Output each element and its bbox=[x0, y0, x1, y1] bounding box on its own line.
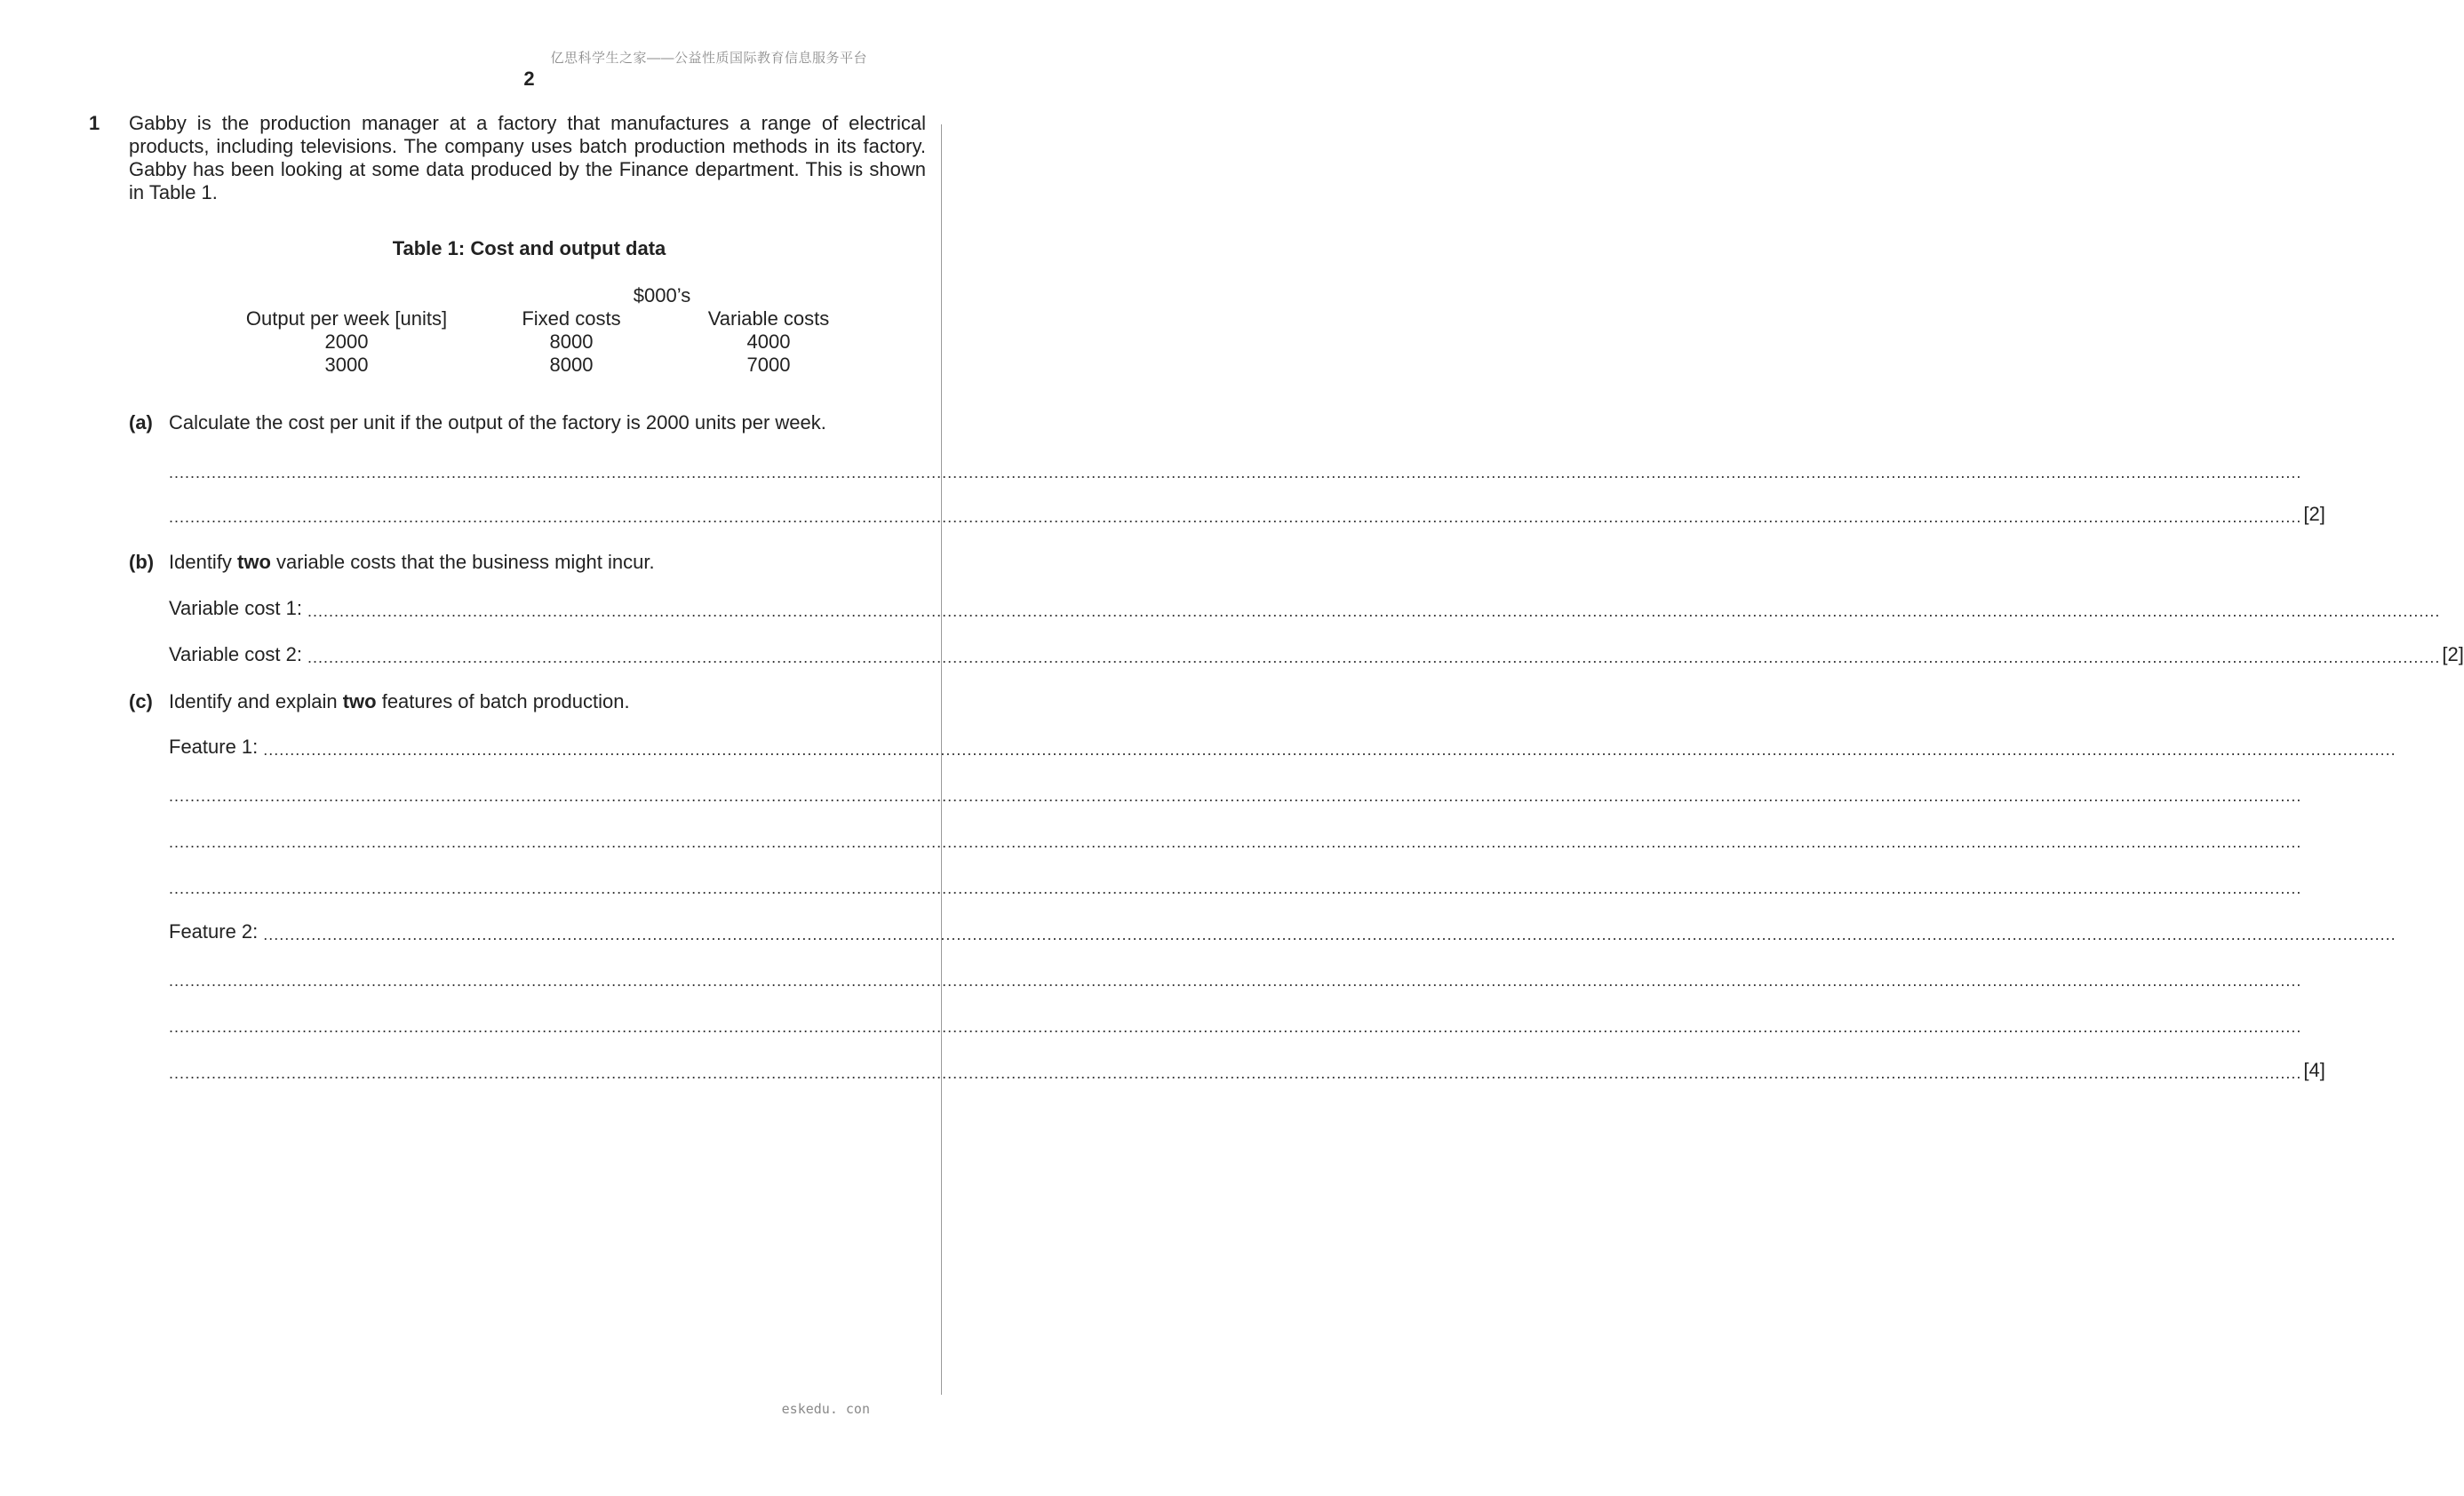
dot-leader: ................................................................................................................................................................................................................................................................................................................................................................................................................ bbox=[169, 879, 2302, 897]
dot-leader: ................................................................................................................................................................................................................................................................................................................................................................................................................ bbox=[169, 972, 2302, 990]
dot-leader: ................................................................................................................................................................................................................................................................................................................................................................................................................ bbox=[263, 926, 2396, 943]
question-number: 1 bbox=[89, 112, 100, 134]
dot-leader: ................................................................................................................................................................................................................................................................................................................................................................................................................ bbox=[307, 649, 2441, 666]
variable-cost-1-label: Variable cost 1: bbox=[169, 597, 303, 619]
part-b-label: (b) bbox=[129, 551, 155, 573]
part-b-text bbox=[169, 551, 655, 574]
answer-line[interactable] bbox=[169, 782, 2302, 805]
part-c-text bbox=[169, 690, 630, 713]
marks-label: [4] bbox=[2303, 1059, 2325, 1081]
table-cell: 7000 bbox=[746, 354, 791, 376]
answer-line[interactable] bbox=[169, 503, 2325, 526]
table-header-variable: Variable costs bbox=[707, 307, 830, 330]
answer-line[interactable] bbox=[169, 1059, 2325, 1082]
part-c-text-bold: two bbox=[342, 690, 377, 712]
table-title: Table 1: Cost and output data bbox=[392, 237, 666, 259]
table-cell: 2000 bbox=[324, 330, 369, 353]
answer-line[interactable] bbox=[169, 920, 2396, 943]
question-stem: Gabby is the production manager at a factory that manufactures a range of electrical products, including televisions. The company uses batch production methods in its factory. Gabby has been looking at some data produced by the Finance department. This is shown in Table 1. bbox=[129, 112, 926, 203]
marks-label: [2] bbox=[2303, 503, 2325, 525]
part-b-text-before: Identify bbox=[169, 551, 238, 573]
table-cell: 8000 bbox=[549, 354, 594, 376]
part-b-text-bold: two bbox=[237, 551, 271, 573]
variable-cost-2-label: Variable cost 2: bbox=[169, 643, 303, 665]
answer-line[interactable] bbox=[169, 828, 2302, 851]
answer-line[interactable] bbox=[169, 967, 2302, 990]
answer-line[interactable] bbox=[169, 1013, 2302, 1036]
part-a-text: Calculate the cost per unit if the output of the factory is 2000 units per week. bbox=[169, 411, 826, 434]
answer-line[interactable] bbox=[169, 736, 2396, 759]
dot-leader: ................................................................................................................................................................................................................................................................................................................................................................................................................ bbox=[169, 787, 2302, 805]
dot-leader: ................................................................................................................................................................................................................................................................................................................................................................................................................ bbox=[169, 1064, 2302, 1082]
part-c-text-after: features of batch production. bbox=[376, 690, 630, 712]
answer-line[interactable] bbox=[169, 458, 2302, 481]
dot-leader: ................................................................................................................................................................................................................................................................................................................................................................................................................ bbox=[169, 1018, 2302, 1036]
dot-leader: ................................................................................................................................................................................................................................................................................................................................................................................................................ bbox=[263, 741, 2396, 759]
marks-label: [2] bbox=[2442, 643, 2464, 665]
margin-line bbox=[941, 124, 942, 1395]
page-number: 2 bbox=[523, 68, 535, 90]
dot-leader: ................................................................................................................................................................................................................................................................................................................................................................................................................ bbox=[169, 464, 2302, 481]
part-c-label: (c) bbox=[129, 690, 153, 712]
answer-line[interactable] bbox=[169, 874, 2302, 897]
answer-line[interactable] bbox=[169, 597, 2441, 620]
feature-2-label: Feature 2: bbox=[169, 920, 259, 943]
table-cell: 8000 bbox=[549, 330, 594, 353]
dot-leader: ................................................................................................................................................................................................................................................................................................................................................................................................................ bbox=[307, 602, 2441, 620]
table-header-output: Output per week [units] bbox=[245, 307, 448, 330]
part-c-text-before: Identify and explain bbox=[169, 690, 343, 712]
dot-leader: ................................................................................................................................................................................................................................................................................................................................................................................................................ bbox=[169, 508, 2302, 526]
part-a-label: (a) bbox=[129, 411, 153, 434]
answer-line[interactable] bbox=[169, 643, 2464, 666]
dot-leader: ................................................................................................................................................................................................................................................................................................................................................................................................................ bbox=[169, 833, 2302, 851]
table-cell: 4000 bbox=[746, 330, 791, 353]
watermark-bottom: eskedu. con bbox=[781, 1401, 870, 1417]
table-header-fixed: Fixed costs bbox=[522, 307, 621, 330]
feature-1-label: Feature 1: bbox=[169, 736, 259, 758]
table-cell: 3000 bbox=[324, 354, 369, 376]
part-b-text-after: variable costs that the business might incur. bbox=[270, 551, 655, 573]
watermark-top: 亿思科学生之家——公益性质国际教育信息服务平台 bbox=[550, 51, 867, 66]
table-unit-header: $000’s bbox=[633, 284, 691, 306]
